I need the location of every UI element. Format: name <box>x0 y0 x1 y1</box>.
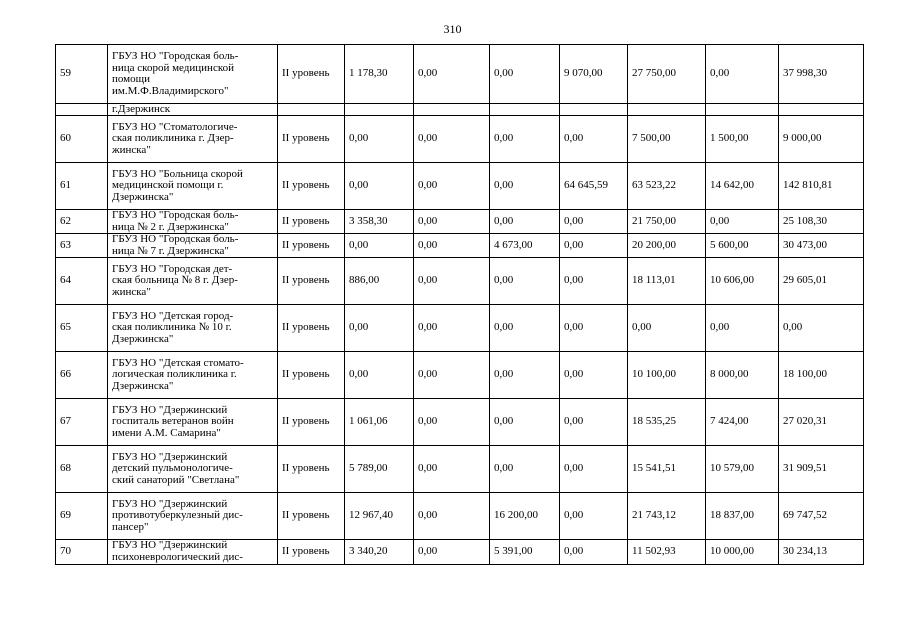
institution-name-text: ГБУЗ НО "Детская стомато- логическая поликлиника г. Дзержинска" <box>112 356 244 392</box>
value-cell-2: 0,00 <box>414 493 490 540</box>
value-cell-1: 1 178,30 <box>345 45 414 104</box>
value-cell-5: 11 502,93 <box>628 540 706 565</box>
row-index: 61 <box>56 163 108 210</box>
value-cell-3: 0,00 <box>490 352 560 399</box>
value-total: 27 020,31 <box>779 399 864 446</box>
institution-name <box>108 399 278 446</box>
empty-cell <box>278 104 345 116</box>
value-cell-5: 15 541,51 <box>628 446 706 493</box>
table-row <box>56 210 864 234</box>
institution-name-text: ГБУЗ НО "Городская боль- ница скорой медицинской помощи им.М.Ф.Владимирского" <box>112 50 239 97</box>
empty-cell <box>56 104 108 116</box>
value-cell-3: 16 200,00 <box>490 493 560 540</box>
empty-cell <box>779 104 864 116</box>
value-cell-3: 0,00 <box>490 116 560 163</box>
institution-name-text: ГБУЗ НО "Детская город- ская поликлиника № 10 г. Дзержинска" <box>112 309 234 345</box>
value-cell-4: 0,00 <box>560 210 628 234</box>
care-level: II уровень <box>278 446 345 493</box>
value-total: 25 108,30 <box>779 210 864 234</box>
value-cell-6: 10 000,00 <box>706 540 779 565</box>
institution-name-text: ГБУЗ НО "Стоматологиче- ская поликлиника г. Дзер- жинска" <box>112 120 238 156</box>
institution-name <box>108 45 278 104</box>
table-row <box>56 352 864 399</box>
value-cell-1: 0,00 <box>345 116 414 163</box>
value-cell-1: 0,00 <box>345 305 414 352</box>
value-cell-1: 0,00 <box>345 352 414 399</box>
value-cell-6: 8 000,00 <box>706 352 779 399</box>
value-cell-1: 1 061,06 <box>345 399 414 446</box>
value-cell-1: 0,00 <box>345 163 414 210</box>
value-cell-4: 64 645,59 <box>560 163 628 210</box>
empty-cell <box>490 104 560 116</box>
empty-cell <box>560 104 628 116</box>
value-cell-1: 3 340,20 <box>345 540 414 565</box>
value-cell-6: 14 642,00 <box>706 163 779 210</box>
value-total: 9 000,00 <box>779 116 864 163</box>
value-total: 37 998,30 <box>779 45 864 104</box>
empty-cell <box>706 104 779 116</box>
value-total: 31 909,51 <box>779 446 864 493</box>
row-index: 66 <box>56 352 108 399</box>
table-row <box>56 116 864 163</box>
empty-cell <box>414 104 490 116</box>
institution-name-text: ГБУЗ НО "Городская боль- ница № 2 г. Дзержинска" <box>112 209 239 233</box>
institution-name <box>108 116 278 163</box>
care-level: II уровень <box>278 163 345 210</box>
value-cell-6: 1 500,00 <box>706 116 779 163</box>
care-level: II уровень <box>278 116 345 163</box>
institution-name <box>108 234 278 258</box>
care-level: II уровень <box>278 305 345 352</box>
value-cell-6: 0,00 <box>706 305 779 352</box>
value-cell-3: 4 673,00 <box>490 234 560 258</box>
care-level: II уровень <box>278 493 345 540</box>
institution-name <box>108 540 278 565</box>
table-row <box>56 234 864 258</box>
value-total: 30 234,13 <box>779 540 864 565</box>
value-total: 142 810,81 <box>779 163 864 210</box>
row-index: 68 <box>56 446 108 493</box>
value-cell-4: 0,00 <box>560 234 628 258</box>
value-cell-5: 27 750,00 <box>628 45 706 104</box>
value-cell-2: 0,00 <box>414 210 490 234</box>
value-cell-3: 0,00 <box>490 399 560 446</box>
institution-name <box>108 210 278 234</box>
value-cell-6: 10 579,00 <box>706 446 779 493</box>
row-index: 63 <box>56 234 108 258</box>
value-cell-6: 7 424,00 <box>706 399 779 446</box>
value-total: 30 473,00 <box>779 234 864 258</box>
value-cell-2: 0,00 <box>414 446 490 493</box>
institution-name-text: ГБУЗ НО "Больница скорой медицинской помощи г. Дзержинска" <box>112 167 243 203</box>
care-level: II уровень <box>278 540 345 565</box>
institution-name-text: ГБУЗ НО "Дзержинский госпиталь ветеранов войн имени А.М. Самарина" <box>112 403 234 439</box>
value-cell-6: 0,00 <box>706 210 779 234</box>
row-index: 64 <box>56 258 108 305</box>
value-cell-6: 5 600,00 <box>706 234 779 258</box>
value-cell-2: 0,00 <box>414 163 490 210</box>
value-cell-2: 0,00 <box>414 399 490 446</box>
value-cell-4: 0,00 <box>560 399 628 446</box>
city-subheader-row <box>56 104 864 116</box>
institution-name <box>108 493 278 540</box>
care-level: II уровень <box>278 399 345 446</box>
value-cell-6: 0,00 <box>706 45 779 104</box>
value-cell-3: 0,00 <box>490 305 560 352</box>
value-cell-6: 10 606,00 <box>706 258 779 305</box>
value-cell-1: 886,00 <box>345 258 414 305</box>
row-index: 65 <box>56 305 108 352</box>
value-cell-3: 0,00 <box>490 258 560 305</box>
value-cell-2: 0,00 <box>414 45 490 104</box>
row-index: 60 <box>56 116 108 163</box>
value-cell-5: 21 750,00 <box>628 210 706 234</box>
institution-name <box>108 352 278 399</box>
value-cell-2: 0,00 <box>414 234 490 258</box>
institution-name <box>108 446 278 493</box>
table-row <box>56 45 864 104</box>
empty-cell <box>628 104 706 116</box>
value-cell-4: 0,00 <box>560 352 628 399</box>
value-cell-4: 0,00 <box>560 258 628 305</box>
value-cell-1: 12 967,40 <box>345 493 414 540</box>
row-index: 67 <box>56 399 108 446</box>
value-cell-2: 0,00 <box>414 540 490 565</box>
table-row <box>56 258 864 305</box>
institution-name-text: ГБУЗ НО "Дзержинский противотуберкулезный дис- пансер" <box>112 497 243 533</box>
row-index: 69 <box>56 493 108 540</box>
care-level: II уровень <box>278 45 345 104</box>
institution-name-text: ГБУЗ НО "Дзержинский психоневрологический дис- <box>112 539 243 563</box>
row-index: 70 <box>56 540 108 565</box>
value-cell-3: 5 391,00 <box>490 540 560 565</box>
funding-table <box>55 44 864 565</box>
value-cell-3: 0,00 <box>490 163 560 210</box>
institution-name <box>108 305 278 352</box>
value-cell-5: 10 100,00 <box>628 352 706 399</box>
value-total: 0,00 <box>779 305 864 352</box>
value-cell-4: 0,00 <box>560 540 628 565</box>
value-total: 29 605,01 <box>779 258 864 305</box>
value-total: 18 100,00 <box>779 352 864 399</box>
value-cell-2: 0,00 <box>414 116 490 163</box>
table-row <box>56 399 864 446</box>
value-cell-5: 63 523,22 <box>628 163 706 210</box>
value-cell-5: 20 200,00 <box>628 234 706 258</box>
table-row <box>56 305 864 352</box>
care-level: II уровень <box>278 352 345 399</box>
value-cell-5: 0,00 <box>628 305 706 352</box>
value-cell-3: 0,00 <box>490 45 560 104</box>
value-cell-5: 18 113,01 <box>628 258 706 305</box>
table-row <box>56 446 864 493</box>
table-row <box>56 493 864 540</box>
table-row <box>56 163 864 210</box>
value-cell-2: 0,00 <box>414 258 490 305</box>
row-index: 59 <box>56 45 108 104</box>
institution-name-text: ГБУЗ НО "Городская дет- ская больница № 8 г. Дзер- жинска" <box>112 262 238 298</box>
value-cell-3: 0,00 <box>490 446 560 493</box>
care-level: II уровень <box>278 210 345 234</box>
value-cell-2: 0,00 <box>414 352 490 399</box>
care-level: II уровень <box>278 234 345 258</box>
page-number: 310 <box>443 22 462 36</box>
value-total: 69 747,52 <box>779 493 864 540</box>
value-cell-1: 5 789,00 <box>345 446 414 493</box>
value-cell-4: 0,00 <box>560 446 628 493</box>
value-cell-1: 3 358,30 <box>345 210 414 234</box>
value-cell-5: 21 743,12 <box>628 493 706 540</box>
value-cell-5: 18 535,25 <box>628 399 706 446</box>
value-cell-4: 0,00 <box>560 305 628 352</box>
institution-name <box>108 163 278 210</box>
value-cell-1: 0,00 <box>345 234 414 258</box>
value-cell-6: 18 837,00 <box>706 493 779 540</box>
institution-name-text: ГБУЗ НО "Дзержинский детский пульмонологиче- ский санаторий "Светлана" <box>112 450 240 486</box>
value-cell-5: 7 500,00 <box>628 116 706 163</box>
value-cell-4: 0,00 <box>560 493 628 540</box>
value-cell-4: 9 070,00 <box>560 45 628 104</box>
value-cell-3: 0,00 <box>490 210 560 234</box>
city-subheader: г.Дзержинск <box>108 104 278 116</box>
value-cell-2: 0,00 <box>414 305 490 352</box>
institution-name-text: ГБУЗ НО "Городская боль- ница № 7 г. Дзержинска" <box>112 233 239 257</box>
empty-cell <box>345 104 414 116</box>
row-index: 62 <box>56 210 108 234</box>
institution-name <box>108 258 278 305</box>
table-row <box>56 540 864 565</box>
care-level: II уровень <box>278 258 345 305</box>
value-cell-4: 0,00 <box>560 116 628 163</box>
